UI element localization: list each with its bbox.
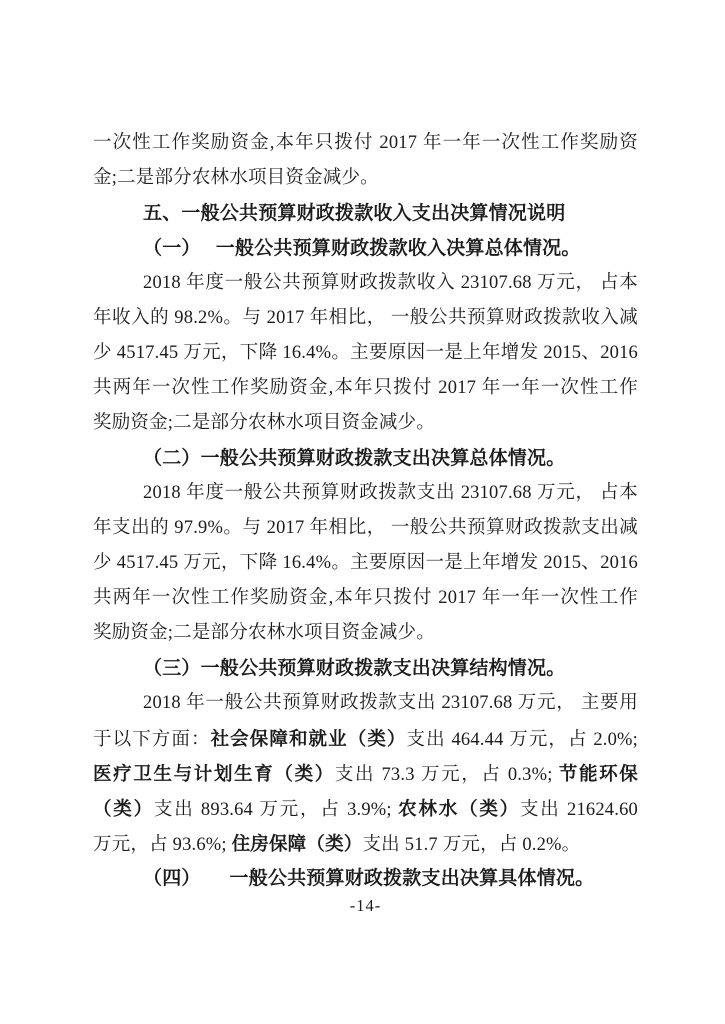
document-body [93, 126, 638, 896]
bold-term-segment: （类） [93, 798, 154, 819]
text-segment: （三）一般公共预算财政拨款支出决算结构情况。 [143, 658, 566, 679]
text-segment: 共两年一次性工作奖励资金,本年只拨付 2017 年一年一次性工作 [93, 378, 638, 398]
bold-term-segment: 住房保障（类） [231, 833, 363, 854]
text-line [93, 266, 638, 301]
text-segment: 少 4517.45 万元，下降 16.4%。主要原因一是上年增发 2015、2016 [93, 343, 638, 363]
text-segment: （一） 一般公共预算财政拨款收入决算总体情况。 [143, 238, 581, 259]
text-line [93, 406, 638, 441]
bold-term-segment: 农林水（类） [398, 798, 520, 819]
heading-line [93, 231, 638, 266]
text-line [93, 371, 638, 406]
text-segment: 年支出的 97.9%。与 2017 年相比， 一般公共预算财政拨款支出减 [93, 518, 638, 538]
text-segment: 于以下方面： [93, 730, 211, 750]
text-segment: 少 4517.45 万元，下降 16.4%。主要原因一是上年增发 2015、2016 [93, 553, 638, 573]
text-segment: 支出 893.64 万元，占 3.9%; [153, 800, 399, 820]
text-line [93, 161, 638, 196]
text-segment: 奖励资金;二是部分农林水项目资金减少。 [93, 413, 435, 433]
text-segment: 支出 21624.60 [519, 800, 638, 820]
text-line [93, 721, 638, 756]
text-segment: 2018 年度一般公共预算财政拨款收入 23107.68 万元， 占本 [143, 273, 638, 293]
text-segment: 支出 73.3 万元，占 0.3%; [334, 765, 559, 785]
heading-line [93, 651, 638, 686]
text-segment: 支出 51.7 万元，占 0.2%。 [362, 835, 581, 855]
text-line [93, 756, 638, 791]
text-line [93, 616, 638, 651]
text-segment: 支出 464.44 万元，占 2.0%; [406, 730, 639, 750]
text-line [93, 686, 638, 721]
text-segment: 年收入的 98.2%。与 2017 年相比， 一般公共预算财政拨款收入减 [93, 308, 638, 328]
text-line [93, 546, 638, 581]
text-segment: 2018 年一般公共预算财政拨款支出 23107.68 万元， 主要用 [143, 693, 638, 713]
text-line [93, 511, 638, 546]
text-segment: 万元，占 93.6%; [93, 835, 232, 855]
bold-term-segment: 医疗卫生与计划生育（类） [93, 763, 335, 784]
heading-line [93, 441, 638, 476]
text-line [93, 826, 638, 861]
text-segment: 一次性工作奖励资金,本年只拨付 2017 年一年一次性工作奖励资 [93, 133, 638, 153]
text-line [93, 791, 638, 826]
text-segment: 五、一般公共预算财政拨款收入支出决算情况说明 [143, 203, 566, 224]
bold-term-segment: 社会保障和就业（类） [210, 728, 407, 749]
text-line [93, 336, 638, 371]
text-segment: 奖励资金;二是部分农林水项目资金减少。 [93, 623, 435, 643]
page-number: -14- [349, 896, 382, 915]
text-segment: 金;二是部分农林水项目资金减少。 [93, 168, 379, 188]
heading-line [93, 196, 638, 231]
text-segment: 共两年一次性工作奖励资金,本年只拨付 2017 年一年一次性工作 [93, 588, 638, 608]
text-line [93, 581, 638, 616]
text-segment: 2018 年度一般公共预算财政拨款支出 23107.68 万元， 占本 [143, 483, 638, 503]
text-segment: （四） 一般公共预算财政拨款支出决算具体情况。 [143, 868, 595, 889]
text-line [93, 126, 638, 161]
text-segment: （二）一般公共预算财政拨款支出决算总体情况。 [143, 448, 566, 469]
text-line [93, 301, 638, 336]
text-line [93, 476, 638, 511]
bold-term-segment: 节能环保 [558, 763, 638, 784]
